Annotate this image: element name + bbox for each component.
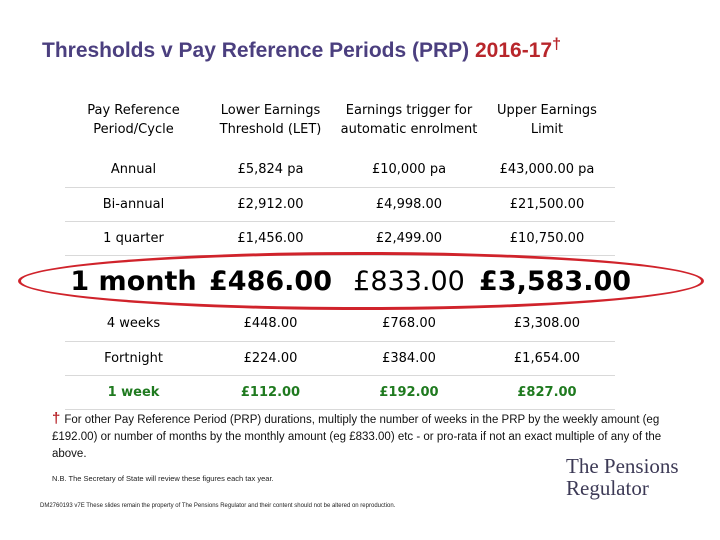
- header-let: Lower Earnings Threshold (LET): [219, 103, 322, 137]
- cell-period: Annual: [65, 153, 202, 187]
- cell-uel: £3,583.00: [479, 265, 632, 297]
- cell-period: 4 weeks: [65, 307, 202, 341]
- logo-line2: Regulator: [566, 476, 649, 500]
- cell-uel: £10,750.00: [479, 221, 615, 255]
- cell-uel: £827.00: [479, 375, 615, 409]
- table-row: [65, 153, 615, 187]
- table-row-weekly: [65, 375, 615, 409]
- thresholds-table: [65, 87, 632, 410]
- footnote-dagger: †: [52, 410, 61, 427]
- table-header-row: [65, 87, 615, 153]
- table-row: [65, 187, 615, 221]
- table-row: [65, 221, 615, 255]
- cell-uel: £3,308.00: [479, 307, 615, 341]
- review-note: N.B. The Secretary of State will review these figures each tax year.: [52, 474, 274, 483]
- cell-period: 1 week: [65, 375, 202, 409]
- table-row: [65, 307, 615, 341]
- cell-trigger: £833.00: [353, 265, 465, 297]
- cell-period: 1 quarter: [65, 221, 202, 255]
- footnote-text: For other Pay Reference Period (PRP) durations, multiply the number of weeks in the PRP by the weekly amount (eg £192.00) or number of months by the monthly amount (eg £833.00) etc - or pro-rata if not an exact multiple of any of the above.: [52, 414, 662, 460]
- cell-let: £5,824 pa: [202, 153, 339, 187]
- cell-period: Fortnight: [65, 341, 202, 375]
- cell-let: £224.00: [202, 341, 339, 375]
- cell-trigger: £10,000 pa: [339, 153, 479, 187]
- title-dagger: †: [552, 36, 561, 53]
- cell-trigger: £384.00: [339, 341, 479, 375]
- page-title: [42, 36, 561, 63]
- cell-uel: £21,500.00: [479, 187, 615, 221]
- header-trigger: Earnings trigger for automatic enrolment: [340, 103, 478, 137]
- title-main: Thresholds v Pay Reference Periods (PRP): [42, 39, 470, 62]
- cell-trigger: £4,998.00: [339, 187, 479, 221]
- table-row: [65, 341, 615, 375]
- cell-period: 1 month: [70, 265, 197, 297]
- cell-let: £2,912.00: [202, 187, 339, 221]
- cell-period: Bi-annual: [65, 187, 202, 221]
- cell-let: £112.00: [202, 375, 339, 409]
- cell-trigger: £192.00: [339, 375, 479, 409]
- legal-note: DM2760193 v7E These slides remain the property of The Pensions Regulator and their content should not be altered on reproduction.: [40, 503, 396, 509]
- cell-trigger: £768.00: [339, 307, 479, 341]
- cell-let: £1,456.00: [202, 221, 339, 255]
- cell-uel: £1,654.00: [479, 341, 615, 375]
- title-year: 2016-17: [475, 39, 553, 62]
- table-row-monthly: [65, 255, 615, 307]
- header-prp: Pay Reference Period/Cycle: [87, 103, 180, 137]
- header-uel: Upper Earnings Limit: [497, 103, 597, 137]
- logo-line1: The Pensions: [566, 454, 679, 478]
- cell-let: £486.00: [209, 265, 332, 297]
- cell-trigger: £2,499.00: [339, 221, 479, 255]
- cell-uel: £43,000.00 pa: [479, 153, 615, 187]
- cell-let: £448.00: [202, 307, 339, 341]
- pensions-regulator-logo: [566, 455, 706, 499]
